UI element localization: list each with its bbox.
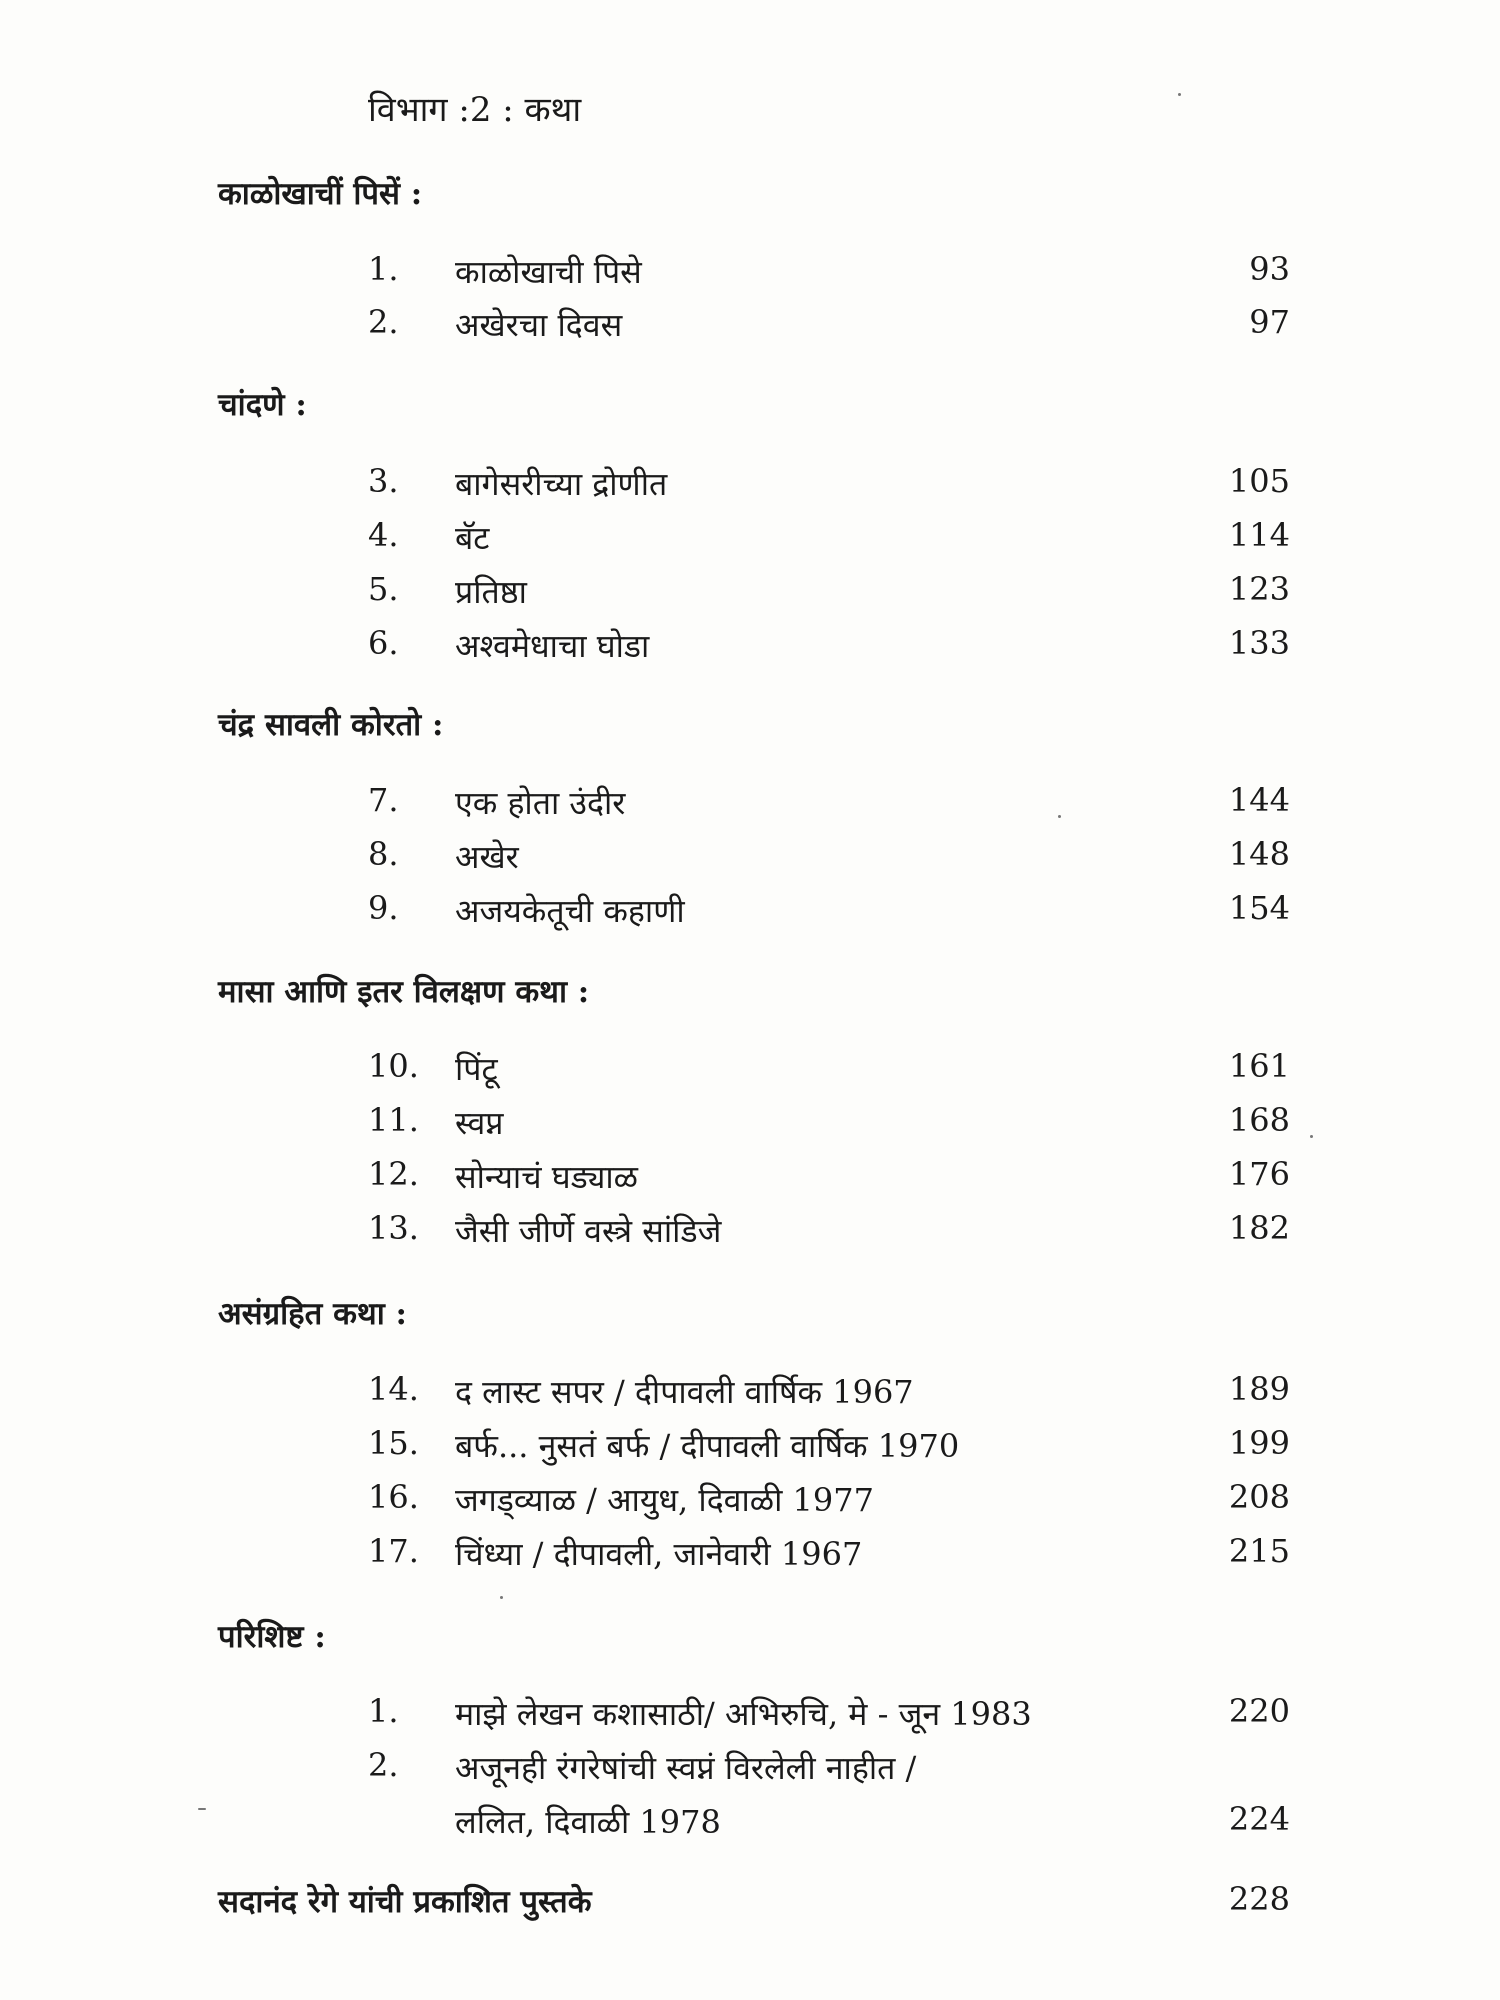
entry-page: 224 xyxy=(1228,1800,1290,1838)
entry-number: 15. xyxy=(368,1424,419,1462)
entry-page: 93 xyxy=(1249,250,1290,288)
section-heading: चांदणे : xyxy=(218,387,307,423)
entry-number: 4. xyxy=(368,516,399,554)
toc-entry xyxy=(0,570,1500,620)
entry-title: बर्फ... नुसतं बर्फ / दीपावली वार्षिक 1970 xyxy=(455,1427,960,1465)
entry-page: 97 xyxy=(1249,303,1290,341)
entry-page: 189 xyxy=(1228,1370,1290,1408)
section-heading: असंग्रहित कथा : xyxy=(218,1296,407,1332)
entry-title: बॅट xyxy=(455,519,490,557)
entry-number: 6. xyxy=(368,624,399,662)
entry-page: 154 xyxy=(1228,889,1290,927)
entry-number: 10. xyxy=(368,1047,419,1085)
published-books-entry xyxy=(0,1880,1500,1930)
entry-number: 9. xyxy=(368,889,399,927)
entry-page: 208 xyxy=(1228,1478,1290,1516)
entry-page: 114 xyxy=(1228,516,1290,554)
entry-page: 105 xyxy=(1228,462,1290,500)
toc-entry xyxy=(0,250,1500,300)
part-heading: विभाग :2 : कथा xyxy=(368,90,582,130)
entry-number: 12. xyxy=(368,1155,419,1193)
toc-entry xyxy=(0,781,1500,831)
entry-title: द लास्ट सपर / दीपावली वार्षिक 1967 xyxy=(455,1373,914,1411)
entry-title: चिंध्या / दीपावली, जानेवारी 1967 xyxy=(455,1535,863,1573)
scan-speck xyxy=(1310,1135,1313,1138)
toc-entry xyxy=(0,1424,1500,1474)
entry-page: 176 xyxy=(1228,1155,1290,1193)
entry-title: ललित, दिवाळी 1978 xyxy=(455,1803,721,1841)
entry-title: सदानंद रेगे यांची प्रकाशित पुस्तके xyxy=(218,1884,592,1920)
toc-entry xyxy=(0,624,1500,674)
entry-number: 7. xyxy=(368,781,399,819)
scan-speck xyxy=(1058,815,1061,818)
toc-entry xyxy=(0,1101,1500,1151)
entry-title: माझे लेखन कशासाठी/ अभिरुचि, मे - जून 1983 xyxy=(455,1695,1032,1733)
entry-page: 123 xyxy=(1228,570,1290,608)
toc-entry xyxy=(0,1692,1500,1742)
scan-speck xyxy=(1178,93,1181,96)
entry-page: 144 xyxy=(1228,781,1290,819)
toc-entry xyxy=(0,835,1500,885)
entry-title: अखेर xyxy=(455,838,519,876)
entry-title: एक होता उंदीर xyxy=(455,784,626,822)
entry-number: 3. xyxy=(368,462,399,500)
entry-title: अखेरचा दिवस xyxy=(455,306,623,344)
entry-page: 220 xyxy=(1228,1692,1290,1730)
entry-number: 17. xyxy=(368,1532,419,1570)
entry-number: 5. xyxy=(368,570,399,608)
scan-speck xyxy=(198,1808,206,1810)
entry-number: 2. xyxy=(368,303,399,341)
entry-page: 161 xyxy=(1228,1047,1290,1085)
section-heading: मासा आणि इतर विलक्षण कथा : xyxy=(218,974,590,1010)
entry-title: सोन्याचं घड्याळ xyxy=(455,1158,639,1196)
entry-page: 228 xyxy=(1228,1880,1290,1918)
entry-number: 13. xyxy=(368,1209,419,1247)
entry-title: पिंटू xyxy=(455,1050,498,1088)
toc-entry xyxy=(0,1155,1500,1205)
toc-entry xyxy=(0,1532,1500,1582)
entry-title: अजयकेतूची कहाणी xyxy=(455,892,685,930)
entry-page: 199 xyxy=(1228,1424,1290,1462)
entry-page: 133 xyxy=(1228,624,1290,662)
toc-entry-continuation xyxy=(0,1800,1500,1850)
toc-entry xyxy=(0,516,1500,566)
toc-entry xyxy=(0,303,1500,353)
section-heading: चंद्र सावली कोरतो : xyxy=(218,707,444,743)
entry-title: जगड्व्याळ / आयुध, दिवाळी 1977 xyxy=(455,1481,874,1519)
entry-number: 1. xyxy=(368,250,399,288)
toc-entry xyxy=(0,462,1500,512)
section-heading: काळोखाचीं पिसें : xyxy=(218,176,423,212)
entry-title: काळोखाची पिसे xyxy=(455,253,642,291)
entry-number: 14. xyxy=(368,1370,419,1408)
entry-number: 1. xyxy=(368,1692,399,1730)
toc-entry xyxy=(0,1209,1500,1259)
entry-title: स्वप्न xyxy=(455,1104,504,1142)
scan-speck xyxy=(500,1596,503,1599)
entry-title: प्रतिष्ठा xyxy=(455,573,527,611)
entry-number: 11. xyxy=(368,1101,419,1139)
toc-entry xyxy=(0,1370,1500,1420)
entry-page: 215 xyxy=(1228,1532,1290,1570)
entry-title: बागेसरीच्या द्रोणीत xyxy=(455,465,668,503)
toc-entry xyxy=(0,1478,1500,1528)
entry-page: 148 xyxy=(1228,835,1290,873)
entry-number: 16. xyxy=(368,1478,419,1516)
entry-page: 182 xyxy=(1228,1209,1290,1247)
toc-entry xyxy=(0,1047,1500,1097)
toc-entry xyxy=(0,889,1500,939)
entry-title: अजूनही रंगरेषांची स्वप्नं विरलेली नाहीत / xyxy=(455,1749,917,1787)
entry-number: 8. xyxy=(368,835,399,873)
entry-title: अश्वमेधाचा घोडा xyxy=(455,627,650,665)
section-heading: परिशिष्ट : xyxy=(218,1619,326,1655)
entry-page: 168 xyxy=(1228,1101,1290,1139)
entry-title: जैसी जीर्णे वस्त्रे सांडिजे xyxy=(455,1212,722,1250)
entry-number: 2. xyxy=(368,1746,399,1784)
toc-entry xyxy=(0,1746,1500,1796)
